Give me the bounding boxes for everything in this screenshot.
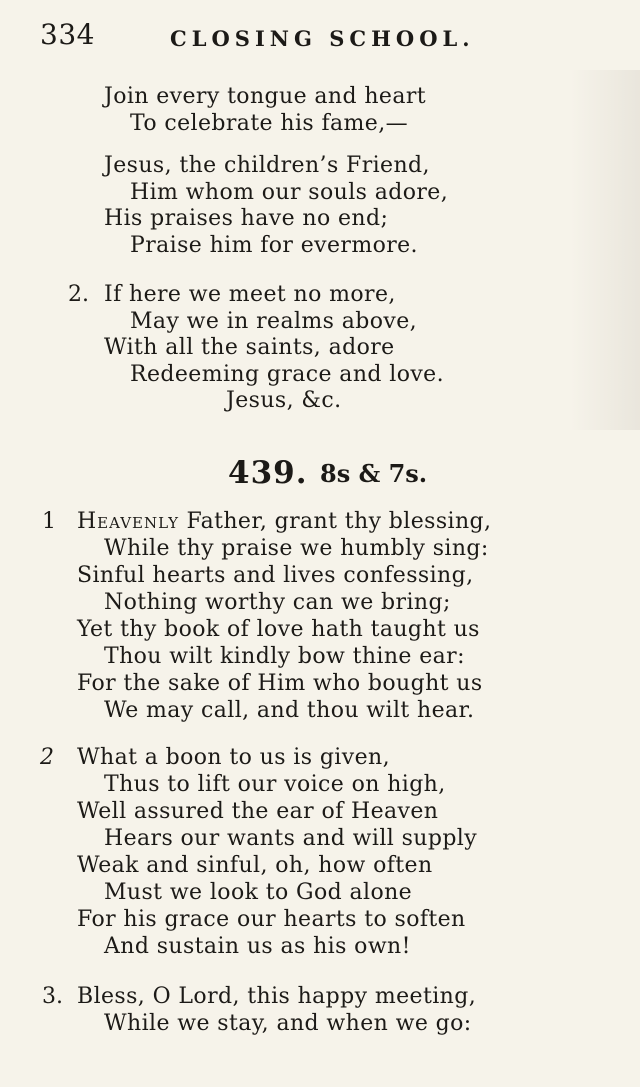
verse-line: And sustain us as his own! xyxy=(104,934,411,959)
page-number: 334 xyxy=(40,18,95,51)
verse-line: We may call, and thou wilt hear. xyxy=(104,698,475,723)
chorus-reference: Jesus, &c. xyxy=(226,388,342,413)
verse-number: 2 xyxy=(40,745,54,770)
verse-line: While we stay, and when we go: xyxy=(104,1011,472,1036)
verse-line: For the sake of Him who bought us xyxy=(77,671,483,696)
hymn-number: 439. xyxy=(228,455,308,491)
verse-line: Join every tongue and heart xyxy=(104,84,427,109)
verse-line: Hears our wants and will supply xyxy=(104,826,478,851)
hymn-meter: 8s & 7s. xyxy=(320,459,428,488)
verse-line: Bless, O Lord, this happy meeting, xyxy=(77,984,477,1009)
verse-line: Him whom our souls adore, xyxy=(130,180,449,205)
verse-line: Thus to lift our voice on high, xyxy=(104,772,446,797)
verse-number: 1 xyxy=(42,509,56,534)
verse-line: Weak and sinful, oh, how often xyxy=(77,853,433,878)
verse-line: Nothing worthy can we bring; xyxy=(104,590,451,615)
verse-line: For his grace our hearts to soften xyxy=(77,907,466,932)
verse-line: Yet thy book of love hath taught us xyxy=(77,617,480,642)
verse-line: While thy praise we humbly sing: xyxy=(104,536,489,561)
verse-line: Sinful hearts and lives confessing, xyxy=(77,563,474,588)
verse-line: What a boon to us is given, xyxy=(77,745,390,770)
verse-line: Redeeming grace and love. xyxy=(130,362,444,387)
verse-number: 2. xyxy=(68,282,89,307)
verse-line: Jesus, the children’s Friend, xyxy=(104,153,430,178)
verse-first-line-rest: Father, grant thy blessing, xyxy=(179,509,492,534)
verse-line: His praises have no end; xyxy=(104,206,389,231)
verse-line: Must we look to God alone xyxy=(104,880,413,905)
verse-line: Thou wilt kindly bow thine ear: xyxy=(104,644,465,669)
page-header xyxy=(40,18,480,54)
verse-number: 3. xyxy=(42,984,63,1009)
verse-line: May we in realms above, xyxy=(130,309,418,334)
verse-line: To celebrate his fame,— xyxy=(130,111,408,136)
verse-first-word: Heavenly xyxy=(77,509,180,534)
show-through-shadow xyxy=(570,70,640,430)
running-head: CLOSING SCHOOL. xyxy=(170,26,475,51)
verse-first-line xyxy=(77,509,491,535)
verse-line: Praise him for evermore. xyxy=(130,233,418,258)
verse-line: With all the saints, adore xyxy=(104,335,395,360)
verse-line: Well assured the ear of Heaven xyxy=(77,799,439,824)
verse-line: If here we meet no more, xyxy=(104,282,396,307)
